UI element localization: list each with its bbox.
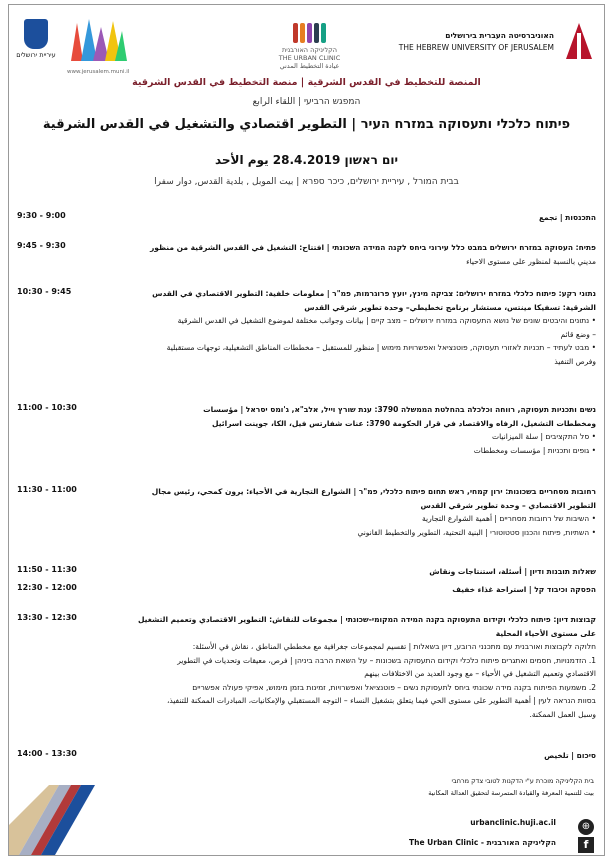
event-date: יום ראשון 28.4.2019 يوم الأحد <box>214 153 399 167</box>
schedule-desc: קבוצות דיון: פיתוח כלכלי וקידום התעסוקה בקנה המידה המקומי-שכונתי | مجموعات للنقاش: التطوير الاقتصادي وتعميم التشغيل على مستوى الأحياء المحلية חלוקה לקבוצות ואורבנית עם מתכנני הרובע, דיון בשאלות | تقسيم لمجموعات جغرافية مع مخططي المناطق ، نقاش في الأسئلة: 1. הזדמנויות, חסמים ואתגרים פיתוח כלכלי וקידום התעסוקה בשכונות – על השאת הרבה ביניהן | فرص، معيقات وتحديات في التطوير الاقتصادي وتعميم التشغيل في الأحياء – مع وجود العديد من الاختلافات بينهم 2. משמעות הפיתוח בקנה מידה שכונתי ביחס לתעסוקת נשים – פוטנציאל ואפשרויות, זמינות בזמן מימוש, אפיקי פעולה אפשריים בסוות הנראה לעין | أهمية التطوير على مستوى الحي فيما يتعلق بتشغيل النساء – التوجه المستقبلي والإمكانيات، المبادرات الممكنة للتنفيذ، وسبل العمل الممكنة. <box>137 615 596 719</box>
urban-clinic-bars-icon <box>262 23 357 43</box>
facebook-icon[interactable]: f <box>578 837 594 853</box>
logo-bar <box>9 11 604 73</box>
schedule-time: 9:45 - 9:30 <box>17 241 66 250</box>
jerusalem-colorful-icon <box>67 17 129 63</box>
meeting-subtitle: המפגש הרביעי | اللقاء الرابع <box>252 97 361 107</box>
municipality-logo <box>13 19 59 75</box>
footer-stripe-icon <box>9 775 99 855</box>
schedule-time: 14:00 - 13:30 <box>17 749 77 758</box>
footer-name: The Urban Clinic - הקליניקה האורבנית <box>409 838 556 847</box>
footer-line-he: בית הקליניקה מוכרת ע"י הדקנות לטובי צדק מרחבי <box>451 777 594 785</box>
schedule-desc: שאלות תובנות ודיון | أسئلة، استنتاجات ونقاش <box>429 567 596 576</box>
urban-clinic-name-en: THE URBAN CLINIC <box>278 54 341 62</box>
jerusalem-logo <box>67 17 129 73</box>
footer-url[interactable]: urbanclinic.huji.ac.il <box>470 818 556 827</box>
schedule-desc: סיכום | تلخيص <box>544 751 596 760</box>
program-document <box>8 4 605 856</box>
schedule-time: 11:50 - 11:30 <box>17 565 77 574</box>
urban-clinic-logo <box>262 23 357 73</box>
footer <box>9 775 604 855</box>
schedule-desc: פתיח: העסוקה במזרח ירושלים במבט כלל עירוני ביחס לקנה המידה השכונתי | افتتاح: التشغيل في القدس الشرقية من منظور مديني بالنسبة لمنظور على مستوى الاحياء <box>149 243 596 266</box>
schedule-time: 11:30 - 11:00 <box>17 485 77 494</box>
urban-clinic-name-he: הקליניקה האורבנית <box>281 46 338 54</box>
main-title: פיתוח כלכלי ותעסוקה במזרח העיר | التطوير اقتصادي والتشغيل في القدس الشرقية <box>42 117 571 132</box>
municipality-crest-icon <box>24 19 48 49</box>
event-location: בבית המורל , עיריית ירושלים, כיכר ספרא | بيت الموبل , بلدية القدس, دوار سفرا <box>154 177 459 187</box>
schedule-time: 12:30 - 12:00 <box>17 583 77 592</box>
huji-logo <box>398 19 596 69</box>
huji-name-en: THE HEBREW UNIVERSITY OF JERUSALEM <box>398 43 554 52</box>
schedule-desc: נתוני רקע: פיתוח כלכלי במזרח ירושלים: צביקה מינץ, יועץ פרוגרמות, פמ"ר | معلومات خلفية: التطوير الاقتصادي في القدس الشرقية: تسفيكا مينتس، مستشار برنامج تخطيطي– وحدة تطوير شرقي القدس • נתונים והיבטים שונים של נושא התעסוקה במזרח ירושלים – מצב קיים | بيانات وجوانب مختلفة لموضوع التشغيل في القدس الشرقية – وضع قائم • מבט לעתיד – תכניות לאזורי תעסוקה, פוטנציאל ואפשרויות מימוש | منظور للمستقبل – مخططات المناطق التشغيلية، توجهات مستقبلية وفرص التنفيذ <box>152 289 596 366</box>
schedule-time: 11:00 - 10:30 <box>17 403 77 412</box>
schedule-time: 13:30 - 12:30 <box>17 613 77 622</box>
schedule-time: 9:30 - 9:00 <box>17 211 66 220</box>
schedule-desc: נשים ותכניות תעסוקה, רווחה וכלכלה בהחלטת הממשלה 3790: ענת שורץ וייל, אלב"א, ג'ומס יסראל | مؤسسات ومخططات التشغيل، الرفاه والاقتصاد في قرار الحكومة 3790: عنات شفارتس فيل، الكا، جوينت اسرائيل • סל התקציבים | سلة الميزانيات • גופים ותכניות | مؤسسات ومخططات <box>203 405 596 455</box>
urban-clinic-name-ar: عيادة التخطيط المدني <box>279 62 340 70</box>
platform-title: المنصة للتخطيط في القدس الشرقية | منصة التخطيط في القدس الشرقية <box>132 77 481 88</box>
schedule-desc: הפסקה וכיבוד קל | استراحة غذاء خفيف <box>452 585 596 594</box>
municipality-name: עיריית ירושלים <box>16 51 56 59</box>
schedule-desc: רחובות מסחריים בשכונות: ירון קמחי, ראש תחום פיתוח כלכלי, פמ"ר | الشوارع التجارية في الأحياء: يرون كمحي، رئيس مجال التطوير الاقتصادي – وحدة تطوير شرقي القدس • השיבות של רחובות מסחריים | أهمية الشوارع التجارية • השתיות, פיתוח והכנון סטטוטורי | البنية التحتية، التطوير والتخطيط القانوني <box>151 487 596 537</box>
schedule-desc: התכנסות | تجمع <box>538 213 596 222</box>
footer-line-ar: بيت للتنمية المعرفة والقيادة المتمرسة لتحقيق العدالة المكانية <box>428 789 594 797</box>
schedule-time: 10:30 - 9:45 <box>17 287 72 296</box>
globe-icon: ⊕ <box>578 819 594 835</box>
huji-emblem-icon <box>562 19 596 61</box>
jerusalem-url: www.jerusalem.muni.il <box>67 69 130 75</box>
huji-name-he: האוניברסיטה העברית בירושלים <box>445 31 554 40</box>
